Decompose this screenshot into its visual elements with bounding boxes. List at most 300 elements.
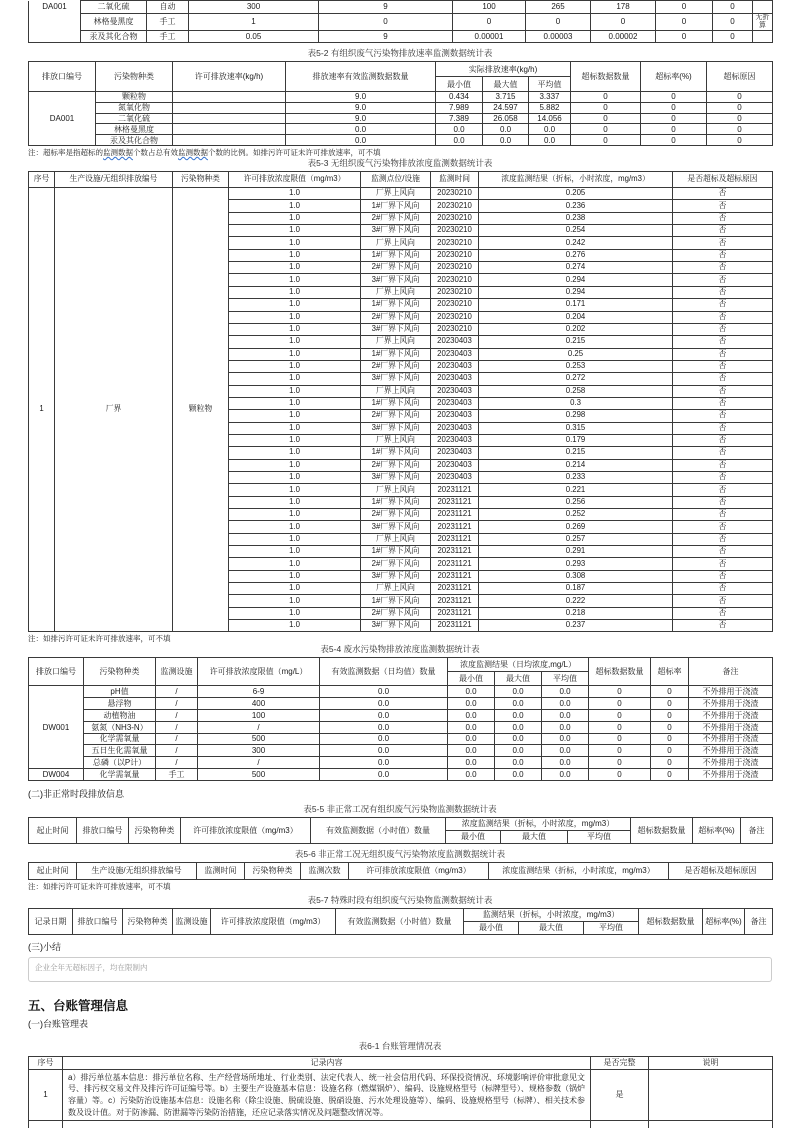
max-cell: 0.0: [495, 769, 542, 781]
limit-cell: 1.0: [229, 447, 361, 459]
col-header: 超标数据数量: [589, 658, 651, 686]
time-cell: 20230403: [431, 459, 479, 471]
limit-cell: [173, 124, 286, 135]
result-cell: 0.242: [479, 237, 673, 249]
exceed-cell: 否: [673, 471, 773, 483]
summary-input[interactable]: 企业全年无超标因子，均在限制内: [28, 957, 772, 982]
pollutant-cell: 氮氧化物: [96, 102, 173, 113]
result-cell: 0.256: [479, 496, 673, 508]
max-cell: 265: [526, 1, 591, 14]
reason-cell: 0: [707, 135, 773, 146]
exceed-rate-cell: 0: [641, 124, 707, 135]
count-cell: 0.0: [286, 124, 436, 135]
header-row: [29, 1056, 773, 1069]
time-cell: 20231121: [431, 484, 479, 496]
facility-cell: /: [156, 745, 198, 757]
table-row: [29, 721, 773, 733]
outlet-cell: DW004: [29, 769, 84, 781]
exceed-cell: 否: [673, 570, 773, 582]
exceed-rate-cell: 0: [713, 1, 753, 14]
time-cell: 20230403: [431, 471, 479, 483]
count-cell: 0.0: [320, 710, 448, 722]
result-cell: 0.293: [479, 558, 673, 570]
time-cell: 20230403: [431, 336, 479, 348]
count-cell: 0: [319, 13, 453, 30]
limit-cell: 1.0: [229, 360, 361, 372]
facility-cell: /: [156, 721, 198, 733]
result-cell: 0.257: [479, 533, 673, 545]
result-cell: 0.298: [479, 410, 673, 422]
limit-cell: 6-9: [198, 686, 320, 698]
point-cell: 厂界上风向: [361, 237, 431, 249]
point-cell: 3#厂界下风向: [361, 620, 431, 632]
time-cell: 20230403: [431, 397, 479, 409]
limit-cell: 1.0: [229, 533, 361, 545]
point-cell: 2#厂界下风向: [361, 212, 431, 224]
table-row: [29, 686, 773, 698]
limit-cell: [173, 135, 286, 146]
limit-cell: 1.0: [229, 509, 361, 521]
time-cell: 20231121: [431, 583, 479, 595]
col-header: 超标率(%): [641, 62, 707, 92]
exceed-cell: 否: [673, 397, 773, 409]
col-header: 污染物种类: [129, 817, 181, 843]
time-cell: 20230403: [431, 410, 479, 422]
table-row: [29, 135, 773, 146]
col-header: 记录内容: [63, 1056, 591, 1069]
col-header: 序号: [29, 172, 55, 188]
exceed-cell: 否: [673, 558, 773, 570]
header-row: [29, 908, 773, 921]
exceed-cell: 否: [673, 546, 773, 558]
exceed-cell: 否: [673, 225, 773, 237]
remark-cell: [753, 1, 773, 14]
max-cell: 26.058: [483, 113, 529, 124]
table-row-partial: [29, 1121, 773, 1129]
facility-cell: /: [156, 733, 198, 745]
col-header: 污染物种类: [245, 862, 301, 879]
exceed-count-cell: 0: [589, 686, 651, 698]
limit-cell: 1.0: [229, 249, 361, 261]
facility-cell: /: [156, 710, 198, 722]
col-header: 超标率(%): [703, 908, 745, 934]
point-cell: 厂界上风向: [361, 385, 431, 397]
point-cell: 厂界上风向: [361, 484, 431, 496]
table-5-7: [28, 908, 773, 935]
count-cell: 0.0: [286, 135, 436, 146]
reason-cell: 0: [707, 92, 773, 103]
avg-cell: 0.0: [529, 135, 571, 146]
avg-cell: 0.0: [542, 745, 589, 757]
limit-cell: 1.0: [229, 471, 361, 483]
header-row: [29, 172, 773, 188]
time-cell: 20230210: [431, 237, 479, 249]
time-cell: 20231121: [431, 521, 479, 533]
exceed-cell: 否: [673, 262, 773, 274]
exceed-rate-cell: 0: [651, 757, 689, 769]
col-header-group: 浓度监测结果（日均浓度,mg/L）: [448, 658, 589, 672]
result-cell: 0.272: [479, 373, 673, 385]
avg-cell: 0.0: [542, 721, 589, 733]
pollutant-cell: 化学需氧量: [84, 733, 156, 745]
point-cell: 厂界上风向: [361, 583, 431, 595]
col-header: 生产设施/无组织排放编号: [55, 172, 173, 188]
result-cell: 0.204: [479, 311, 673, 323]
min-cell: 0.0: [448, 745, 495, 757]
point-cell: 厂界上风向: [361, 286, 431, 298]
col-header: 有效监测数据（小时值）数量: [311, 817, 446, 843]
table-5-3: [28, 171, 773, 632]
table-5-5: [28, 817, 773, 844]
result-cell: 0.308: [479, 570, 673, 582]
col-header: 污染物种类: [84, 658, 156, 686]
exceed-cell: 否: [673, 509, 773, 521]
point-cell: 厂界上风向: [361, 533, 431, 545]
pollutant-cell: pH值: [84, 686, 156, 698]
exceed-rate-cell: 0: [651, 710, 689, 722]
facility-cell: 手工: [156, 769, 198, 781]
table-5-6-note: 注：如排污许可证未许可排放速率，可不填: [28, 881, 171, 891]
col-header: 平均值: [542, 672, 589, 686]
content-cell: [63, 1121, 591, 1129]
max-cell: 0.0: [495, 710, 542, 722]
point-cell: 1#厂界下风向: [361, 496, 431, 508]
time-cell: 20231121: [431, 546, 479, 558]
col-header: 排放口编号: [77, 817, 129, 843]
point-cell: 3#厂界下风向: [361, 373, 431, 385]
max-cell: 0.0: [495, 733, 542, 745]
exceed-rate-cell: 0: [651, 745, 689, 757]
min-cell: 0.0: [448, 733, 495, 745]
result-cell: 0.215: [479, 447, 673, 459]
time-cell: 20230210: [431, 274, 479, 286]
count-cell: 0.0: [320, 769, 448, 781]
pollutant-cell: 氨氮（NH3-N）: [84, 721, 156, 733]
col-header: 最大值: [519, 921, 584, 934]
exceed-count-cell: 0: [571, 124, 641, 135]
section-summary: (三)小结: [28, 941, 61, 952]
result-cell: 0.269: [479, 521, 673, 533]
exceed-count-cell: 0: [656, 1, 713, 14]
note-text: 注：超标率是指超标的: [28, 148, 103, 158]
table-6-1: [28, 1056, 773, 1128]
point-cell: 3#厂界下风向: [361, 521, 431, 533]
result-cell: 0.253: [479, 360, 673, 372]
time-cell: 20231121: [431, 570, 479, 582]
limit-cell: 0.05: [189, 30, 319, 43]
avg-cell: 3.337: [529, 92, 571, 103]
table-row: [29, 733, 773, 745]
pollutant-cell: 汞及其化合物: [96, 135, 173, 146]
exceed-count-cell: 0: [589, 721, 651, 733]
seq-cell: 1: [29, 1069, 63, 1120]
method-cell: 手工: [147, 30, 189, 43]
note-text: 个数占总有效: [133, 148, 178, 158]
point-cell: 2#厂界下风向: [361, 262, 431, 274]
limit-cell: 1.0: [229, 336, 361, 348]
col-header: 超标率(%): [693, 817, 741, 843]
table-row: [29, 30, 773, 43]
remark-cell: 不外排用于浇渣: [689, 757, 773, 769]
max-cell: 0.0: [495, 721, 542, 733]
avg-cell: 178: [591, 1, 656, 14]
time-cell: 20230403: [431, 373, 479, 385]
col-header: 有效监测数据（小时值）数量: [336, 908, 464, 934]
exceed-cell: 否: [673, 311, 773, 323]
complete-cell: 是: [591, 1069, 649, 1120]
exceed-cell: 否: [673, 323, 773, 335]
exceed-rate-cell: 0: [651, 733, 689, 745]
exceed-cell: 否: [673, 496, 773, 508]
limit-cell: 1.0: [229, 262, 361, 274]
point-cell: 1#厂界下风向: [361, 249, 431, 261]
time-cell: 20230210: [431, 188, 479, 200]
time-cell: 20230210: [431, 212, 479, 224]
exceed-cell: 否: [673, 348, 773, 360]
exceed-cell: 否: [673, 595, 773, 607]
limit-cell: 1.0: [229, 397, 361, 409]
limit-cell: 1.0: [229, 484, 361, 496]
count-cell: 9.0: [286, 102, 436, 113]
exceed-cell: 否: [673, 521, 773, 533]
remark-cell: 无折算: [753, 13, 773, 30]
note-cell: [649, 1069, 773, 1120]
min-cell: 0: [453, 13, 526, 30]
result-cell: 0.202: [479, 323, 673, 335]
col-header: 超标原因: [707, 62, 773, 92]
exceed-rate-cell: 0: [713, 13, 753, 30]
col-header: 超标数据数量: [631, 817, 693, 843]
col-header: 浓度监测结果（折标，小时浓度，mg/m3）: [479, 172, 673, 188]
facility-cell: /: [156, 757, 198, 769]
point-cell: 1#厂界下风向: [361, 348, 431, 360]
exceed-cell: 否: [673, 533, 773, 545]
limit-cell: /: [198, 721, 320, 733]
point-cell: 2#厂界下风向: [361, 360, 431, 372]
limit-cell: 1.0: [229, 274, 361, 286]
remark-cell: 不外排用于浇渣: [689, 745, 773, 757]
pollutant-cell: 颗粒物: [96, 92, 173, 103]
limit-cell: 1.0: [229, 583, 361, 595]
col-header: 备注: [745, 908, 773, 934]
result-cell: 0.205: [479, 188, 673, 200]
avg-cell: 0.0: [542, 769, 589, 781]
point-cell: 2#厂界下风向: [361, 311, 431, 323]
exceed-cell: 否: [673, 385, 773, 397]
col-header: 许可排放浓度限值（mg/m3）: [211, 908, 336, 934]
outlet-cell: DW001: [29, 686, 84, 769]
col-header: 污染物种类: [123, 908, 173, 934]
exceed-cell: 否: [673, 200, 773, 212]
min-cell: 0.0: [448, 698, 495, 710]
limit-cell: 1.0: [229, 385, 361, 397]
pollutant-cell: 悬浮物: [84, 698, 156, 710]
reason-cell: 0: [707, 113, 773, 124]
reason-cell: 0: [707, 102, 773, 113]
time-cell: 20230403: [431, 385, 479, 397]
limit-cell: 1.0: [229, 595, 361, 607]
min-cell: 0.0: [448, 769, 495, 781]
point-cell: 2#厂界下风向: [361, 607, 431, 619]
avg-cell: 0: [591, 13, 656, 30]
result-cell: 0.3: [479, 397, 673, 409]
col-header: 序号: [29, 1056, 63, 1069]
result-cell: 0.25: [479, 348, 673, 360]
exceed-rate-cell: 0: [713, 30, 753, 43]
limit-cell: 1.0: [229, 212, 361, 224]
table-5-3-note: 注：如排污许可证未许可排放速率，可不填: [28, 634, 171, 644]
exceed-count-cell: 0: [571, 102, 641, 113]
time-cell: 20231121: [431, 620, 479, 632]
limit-cell: 1.0: [229, 286, 361, 298]
outlet-cell: DA001: [29, 92, 96, 146]
avg-cell: 0.0: [542, 698, 589, 710]
avg-cell: 5.882: [529, 102, 571, 113]
col-header: 排放口编号: [73, 908, 123, 934]
limit-cell: 1.0: [229, 546, 361, 558]
point-cell: 厂界上风向: [361, 336, 431, 348]
point-cell: 2#厂界下风向: [361, 459, 431, 471]
exceed-cell: 否: [673, 484, 773, 496]
limit-cell: 500: [198, 733, 320, 745]
limit-cell: 1.0: [229, 348, 361, 360]
min-cell: 0.0: [436, 135, 483, 146]
max-cell: 0.0: [483, 124, 529, 135]
limit-cell: 300: [198, 745, 320, 757]
exceed-count-cell: 0: [589, 769, 651, 781]
pollutant-cell: 动植物油: [84, 710, 156, 722]
limit-cell: 1.0: [229, 299, 361, 311]
col-header: 排放速率有效监测数据数量: [286, 62, 436, 92]
limit-cell: 1.0: [229, 570, 361, 582]
pollutant-cell: 颗粒物: [173, 188, 229, 632]
limit-cell: 1.0: [229, 225, 361, 237]
max-cell: 0: [526, 13, 591, 30]
exceed-cell: 否: [673, 620, 773, 632]
facility-cell: /: [156, 698, 198, 710]
col-header: 平均值: [584, 921, 639, 934]
col-header: 最小值: [464, 921, 519, 934]
limit-cell: [173, 92, 286, 103]
min-cell: 0.0: [448, 757, 495, 769]
exceed-cell: 否: [673, 336, 773, 348]
table-row: [29, 1069, 773, 1120]
col-header: 监测设施: [173, 908, 211, 934]
table-5-2-note: [28, 148, 772, 157]
result-cell: 0.237: [479, 620, 673, 632]
point-cell: 2#厂界下风向: [361, 410, 431, 422]
table-5-6-caption: 表5-6 非正常工况无组织废气污染物浓度监测数据统计表: [294, 848, 506, 859]
max-cell: 0.0: [495, 698, 542, 710]
limit-cell: 1.0: [229, 410, 361, 422]
exceed-count-cell: 0: [656, 13, 713, 30]
point-cell: 厂界上风向: [361, 188, 431, 200]
col-header: 最大值: [483, 77, 529, 92]
limit-cell: [173, 102, 286, 113]
point-cell: 2#厂界下风向: [361, 509, 431, 521]
time-cell: 20230210: [431, 249, 479, 261]
min-cell: 100: [453, 1, 526, 14]
table-row: [29, 757, 773, 769]
time-cell: 20230210: [431, 286, 479, 298]
exceed-count-cell: 0: [589, 698, 651, 710]
remark-cell: [753, 30, 773, 43]
limit-cell: 1.0: [229, 373, 361, 385]
point-cell: 3#厂界下风向: [361, 422, 431, 434]
exceed-cell: 否: [673, 459, 773, 471]
count-cell: 0.0: [320, 733, 448, 745]
limit-cell: /: [198, 757, 320, 769]
col-header: 备注: [689, 658, 773, 686]
limit-cell: 1.0: [229, 237, 361, 249]
max-cell: 24.597: [483, 102, 529, 113]
result-cell: 0.187: [479, 583, 673, 595]
note-text-underlined: 监测数据: [178, 148, 208, 158]
point-cell: 3#厂界下风向: [361, 323, 431, 335]
limit-cell: 1.0: [229, 558, 361, 570]
exceed-cell: 否: [673, 299, 773, 311]
col-header-group: 监测结果（折标，小时浓度，mg/m3）: [464, 908, 639, 921]
col-header: 监测次数: [301, 862, 349, 879]
result-cell: 0.254: [479, 225, 673, 237]
time-cell: 20230403: [431, 434, 479, 446]
result-cell: 0.238: [479, 212, 673, 224]
table-row: [29, 102, 773, 113]
table-5-6: [28, 862, 773, 880]
time-cell: 20231121: [431, 558, 479, 570]
seq-cell: 1: [29, 188, 55, 632]
header-row: [29, 817, 773, 830]
col-header: 监测时间: [431, 172, 479, 188]
exceed-rate-cell: 0: [651, 721, 689, 733]
exceed-count-cell: 0: [589, 745, 651, 757]
result-cell: 0.291: [479, 546, 673, 558]
min-cell: 0.0: [448, 721, 495, 733]
header-row: [29, 658, 773, 672]
table-row: [29, 710, 773, 722]
pollutant-cell: 林格曼黑度: [81, 13, 147, 30]
facility-cell: 厂界: [55, 188, 173, 632]
count-cell: 0.0: [320, 721, 448, 733]
pollutant-cell: 化学需氧量: [84, 769, 156, 781]
limit-cell: 1.0: [229, 422, 361, 434]
limit-cell: 1.0: [229, 521, 361, 533]
col-header-group: 浓度监测结果（折标，小时浓度，mg/m3）: [446, 817, 631, 830]
table-5-4: [28, 657, 773, 780]
time-cell: 20231121: [431, 607, 479, 619]
max-cell: 3.715: [483, 92, 529, 103]
exceed-rate-cell: 0: [641, 135, 707, 146]
table-row: [29, 745, 773, 757]
exceed-count-cell: 0: [589, 757, 651, 769]
result-cell: 0.218: [479, 607, 673, 619]
table-organized-gas-concentration-continued: [28, 0, 773, 43]
result-cell: 0.274: [479, 262, 673, 274]
pollutant-cell: 二氧化硫: [81, 1, 147, 14]
point-cell: 1#厂界下风向: [361, 200, 431, 212]
exceed-count-cell: 0: [571, 135, 641, 146]
facility-cell: /: [156, 686, 198, 698]
exceed-rate-cell: 0: [641, 102, 707, 113]
exceed-count-cell: 0: [571, 113, 641, 124]
exceed-rate-cell: 0: [641, 92, 707, 103]
exceed-rate-cell: 0: [641, 113, 707, 124]
remark-cell: 不外排用于浇渣: [689, 721, 773, 733]
exceed-rate-cell: 0: [651, 686, 689, 698]
col-header: 监测点位/设施: [361, 172, 431, 188]
exceed-cell: 否: [673, 212, 773, 224]
header-row: [29, 862, 773, 879]
